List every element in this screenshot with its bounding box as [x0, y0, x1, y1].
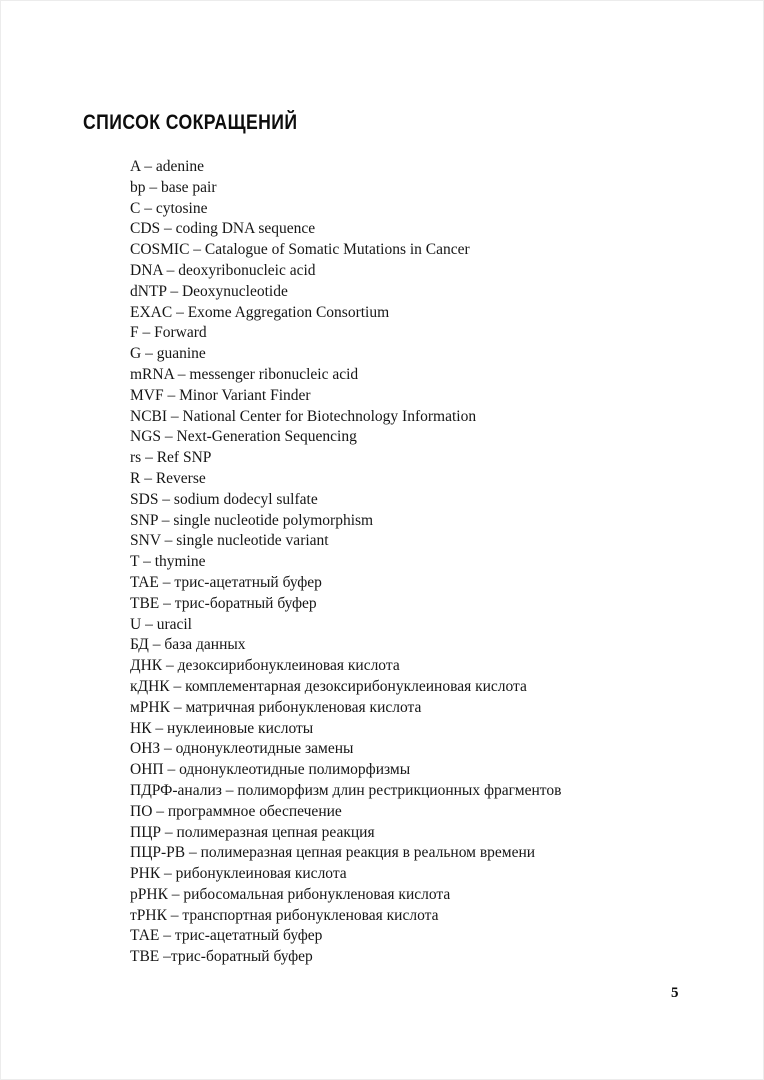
abbreviation-item: SNV – single nucleotide variant	[130, 532, 329, 550]
abbreviation-item: TBE – трис-боратный буфер	[130, 594, 317, 612]
abbreviation-item: SDS – sodium dodecyl sulfate	[130, 490, 318, 508]
abbreviation-item: РНК – рибонуклеиновая кислота	[130, 865, 347, 883]
abbreviation-item: НК – нуклеиновые кислоты	[130, 719, 314, 737]
abbreviation-item: ТАЕ – трис-ацетатный буфер	[130, 927, 323, 945]
abbreviation-item: NGS – Next-Generation Sequencing	[130, 428, 357, 446]
page-number: 5	[671, 985, 679, 1001]
abbreviation-item: ПЦР-РВ – полимеразная цепная реакция в реальном времени	[130, 844, 536, 862]
abbreviation-item: rs – Ref SNP	[130, 449, 212, 467]
abbreviation-item: A – adenine	[130, 158, 205, 175]
abbreviation-item: dNTP – Deoxynucleotide	[130, 282, 288, 300]
abbreviation-item: кДНК – комплементарная дезоксирибонуклеиновая кислота	[130, 677, 527, 695]
abbreviation-item: CDS – coding DNA sequence	[130, 220, 316, 238]
abbreviation-item: C – cytosine	[130, 199, 208, 217]
abbreviation-item: тРНК – транспортная рибонукленовая кислота	[130, 906, 439, 924]
abbreviation-item: ТВЕ –трис-боратный буфер	[130, 948, 313, 966]
abbreviation-item: MVF – Minor Variant Finder	[130, 386, 311, 404]
abbreviations-list	[130, 157, 710, 968]
abbreviation-item: COSMIC – Catalogue of Somatic Mutations in Cancer	[130, 241, 470, 259]
abbreviation-item: R – Reverse	[130, 469, 206, 487]
abbreviation-item: мРНК – матричная рибонукленовая кислота	[130, 698, 422, 716]
abbreviation-item: DNA – deoxyribonucleic acid	[130, 261, 316, 279]
abbreviation-item: F – Forward	[130, 324, 207, 342]
abbreviation-item: NCBI – National Center for Biotechnology Information	[130, 407, 477, 425]
abbreviation-item: ОНЗ – однонуклеотидные замены	[130, 740, 354, 758]
abbreviation-item: TAE – трис-ацетатный буфер	[130, 573, 322, 591]
page-title: СПИСОК СОКРАЩЕНИЙ	[83, 111, 298, 134]
abbreviation-item: G – guanine	[130, 345, 206, 363]
abbreviation-item: ПО – программное обеспечение	[130, 802, 342, 820]
abbreviation-item: mRNA – messenger ribonucleic acid	[130, 365, 359, 383]
abbreviation-item: SNP – single nucleotide polymorphism	[130, 511, 374, 529]
abbreviation-item: ДНК – дезоксирибонуклеиновая кислота	[130, 657, 400, 675]
abbreviation-item: БД – база данных	[130, 636, 246, 654]
abbreviation-item: U – uracil	[130, 615, 192, 633]
abbreviation-item: ОНП – однонуклеотидные полиморфизмы	[130, 761, 411, 779]
abbreviation-item: bp – base pair	[130, 178, 217, 196]
abbreviation-item: ПЦР – полимеразная цепная реакция	[130, 823, 375, 841]
abbreviation-item: ПДРФ-анализ – полиморфизм длин рестрикционных фрагментов	[130, 781, 562, 799]
abbreviation-item: T – thymine	[130, 553, 206, 571]
abbreviation-item: EXAC – Exome Aggregation Consortium	[130, 303, 390, 321]
abbreviation-item: рРНК – рибосомальная рибонукленовая кислота	[130, 885, 451, 903]
